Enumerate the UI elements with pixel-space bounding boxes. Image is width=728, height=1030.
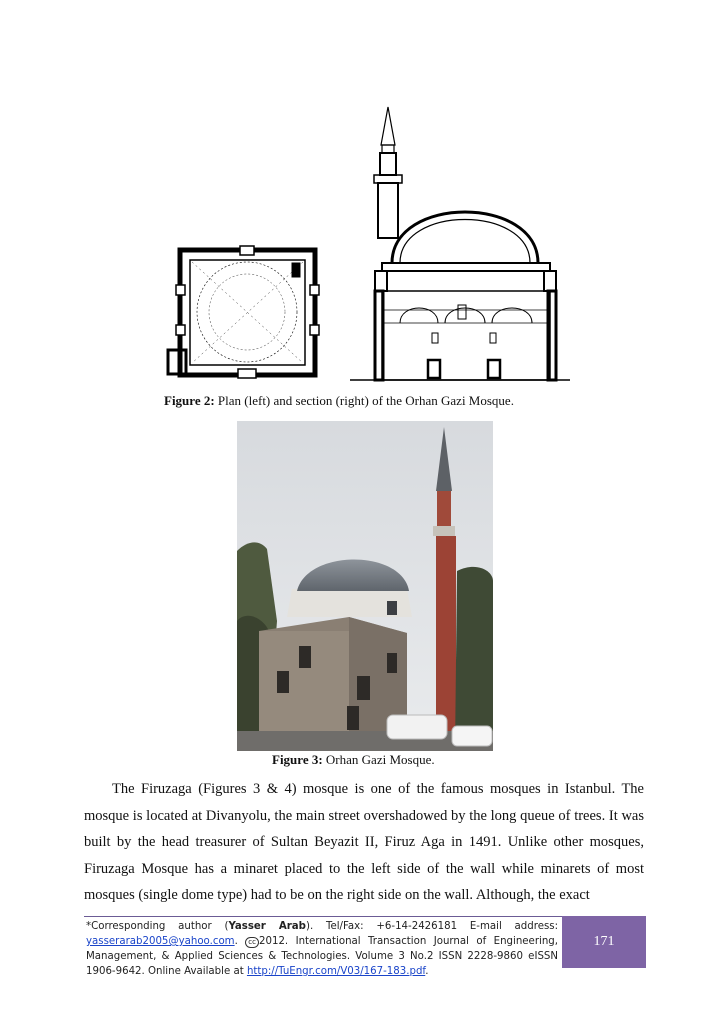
footer-divider — [84, 916, 644, 917]
footer-email-link[interactable]: yasserarab2005@yahoo.com — [86, 936, 235, 947]
page-number: 171 — [593, 934, 615, 949]
footer — [84, 916, 644, 977]
footer-text-3: . — [234, 936, 238, 947]
figure-3-caption-text: Orhan Gazi Mosque. — [322, 752, 435, 767]
footer-url-link[interactable]: http://TuEngr.com/V03/167-183.pdf — [246, 966, 426, 977]
footer-note — [86, 919, 558, 979]
footer-text-2: ). Tel/Fax: +6-14-2426181 E-mail address: — [305, 921, 559, 932]
footer-text-5: . — [425, 966, 429, 977]
body-text — [84, 776, 644, 909]
footer-text-4: 2012. International Transaction Journal of Engineering, Management, & Applied Sciences & Technologies. Volume 3 No.2 ISSN 2228-9860 eISSN 1906-9642. Online Available at — [86, 936, 558, 977]
plan-drawing — [168, 246, 319, 378]
figure-2-caption — [164, 393, 514, 409]
body-paragraph: The Firuzaga (Figures 3 & 4) mosque is one of the famous mosques in Istanbul. The mosque is located at Divanyolu, the main street overshadowed by the long queue of trees. It was built by the head treasurer of Sultan Beyazit II, Firuz Aga in 1491. Unlike other mosques, Firuzaga Mosque has a minaret placed to the left side of the wall while minarets of most mosques (single dome type) had to be on the right side on the wall. Although, the exact — [84, 781, 644, 903]
figure-2-caption-text: Plan (left) and section (right) of the Orhan Gazi Mosque. — [214, 393, 514, 408]
footer-author: Yasser Arab — [228, 921, 306, 932]
cc-license-icon: cc — [245, 937, 259, 948]
figure-3-photo — [237, 421, 493, 751]
page-number-box — [562, 916, 646, 968]
figure-2-drawing — [160, 95, 580, 385]
section-drawing — [350, 107, 570, 380]
footer-text-1: *Corresponding author ( — [86, 921, 229, 932]
figure-3-caption — [272, 752, 435, 768]
figure-3-label: Figure 3: — [272, 752, 323, 767]
figure-2-label: Figure 2: — [164, 393, 215, 408]
